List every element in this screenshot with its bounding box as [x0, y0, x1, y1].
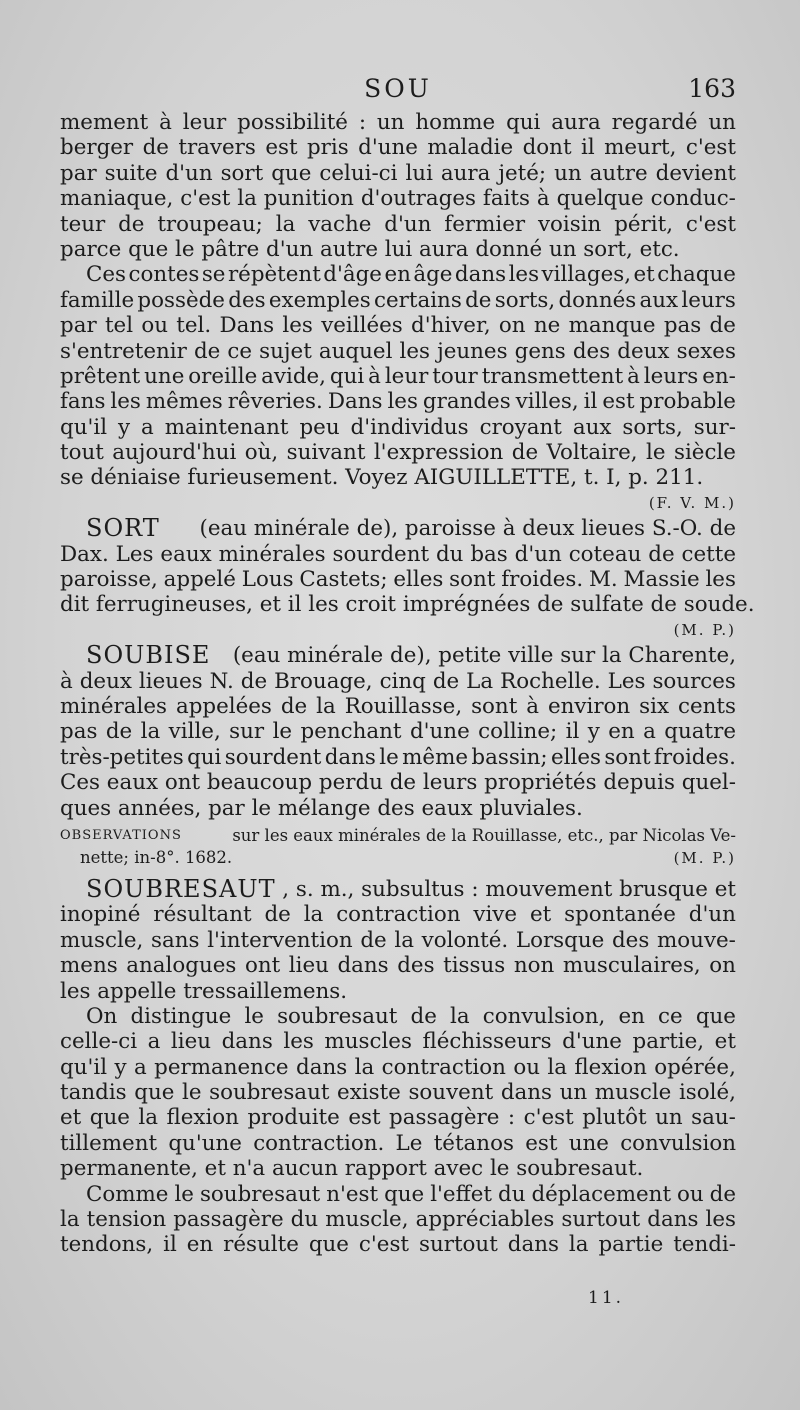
text-line: qu'il y a permanence dans la contraction ou la flexion opérée, — [60, 1054, 736, 1080]
text-line: berger de travers est pris d'une maladie dont il meurt, c'est — [60, 135, 736, 161]
entry-line — [60, 874, 736, 903]
author-signature: (M. P.) — [673, 620, 736, 639]
note-line — [60, 825, 736, 847]
text-line: par suite d'un sort que celui-ci lui aura jeté; un autre devient — [60, 160, 736, 186]
entry-headword-soubise: SOUBISE — [86, 641, 211, 670]
text-line: très-petites qui sourdent dans le même bassin; elles sont froides. — [60, 744, 736, 770]
text-line: muscle, sans l'intervention de la volonté. Lorsque des mouve- — [60, 927, 736, 953]
text-line: Ces eaux ont beaucoup perdu de leurs propriétés depuis quel- — [60, 770, 736, 796]
text-line: mens analogues ont lieu dans des tissus non musculaires, on — [60, 953, 736, 979]
note-line — [60, 847, 736, 869]
text-line: famille possède des exemples certains de sorts, donnés aux leurs — [60, 287, 736, 313]
text-line: pas de la ville, sur le penchant d'une colline; il y en a quatre — [60, 719, 736, 745]
text-line: dit ferrugineuses, et il les croit imprégnées de sulfate de soude. — [60, 592, 755, 618]
page-number: 163 — [688, 74, 736, 103]
entry-text: (eau minérale de), petite ville sur la Charente, — [232, 643, 736, 669]
text-line: Dax. Les eaux minérales sourdent du bas d'un coteau de cette — [60, 541, 736, 567]
text-line: ques années, par le mélange des eaux pluviales. — [60, 795, 583, 821]
entry-line — [60, 516, 736, 541]
entry-line — [60, 643, 736, 668]
text-line: Comme le soubresaut n'est que l'effet du déplacement ou de — [86, 1181, 736, 1207]
text-line: tillement qu'une contraction. Le tétanos est une convulsion — [60, 1130, 736, 1156]
text-line: les appelle tressaillemens. — [60, 978, 348, 1004]
text-line: par tel ou tel. Dans les veillées d'hiver, on ne manque pas de — [60, 313, 736, 339]
text-line: s'entretenir de ce sujet auquel les jeunes gens des deux sexes — [60, 338, 736, 364]
note-tag: OBSERVATIONS — [60, 827, 182, 843]
text-line: celle-ci a lieu dans les muscles fléchisseurs d'une partie, et — [60, 1029, 736, 1055]
text-line: tendons, il en résulte que c'est surtout dans la partie tendi- — [60, 1232, 736, 1258]
text-line: On distingue le soubresaut de la convulsion, en ce que — [86, 1003, 736, 1029]
text-line: qu'il y a maintenant peu d'individus croyant aux sorts, sur- — [60, 414, 736, 440]
text-line: tout aujourd'hui où, suivant l'expression de Voltaire, le siècle — [60, 440, 736, 466]
text-line: à deux lieues N. de Brouage, cinq de La Rochelle. Les sources — [60, 668, 736, 694]
text-line: et que la flexion produite est passagère : c'est plutôt un sau- — [60, 1105, 736, 1131]
text-line: paroisse, appelé Lous Castets; elles sont froides. M. Massie les — [60, 567, 736, 593]
author-signature: (M. P.) — [673, 848, 736, 867]
running-head: SOU — [364, 74, 432, 103]
page-header — [60, 74, 736, 108]
text-line: tandis que le soubresaut existe souvent dans un muscle isolé, — [60, 1080, 736, 1106]
entry-text: (eau minérale de), paroisse à deux lieues S.-O. de — [199, 516, 736, 542]
entry-text: , s. m., subsultus : mouvement brusque et — [282, 876, 736, 902]
text-line: maniaque, c'est la punition d'outrages faits à quelque conduc- — [60, 186, 736, 212]
entry-headword-soubresaut: SOUBRESAUT — [86, 874, 276, 903]
text-line: teur de troupeau; la vache d'un fermier voisin périt, c'est — [60, 211, 736, 237]
text-line: se déniaise furieusement. Voyez AIGUILLETTE, t. I, p. 211. — [60, 465, 704, 491]
text-line: inopiné résultant de la contraction vive et spontanée d'un — [60, 902, 736, 928]
entry-headword-sort: SORT — [86, 514, 160, 543]
text-line: fans les mêmes rêveries. Dans les grandes villes, il est probable — [60, 389, 736, 415]
text-line: Ces contes se répètent d'âge en âge dans les villages, et chaque — [86, 262, 736, 288]
printer-signature-mark: 11. — [588, 1288, 625, 1308]
body-text — [60, 110, 755, 1258]
note-text: sur les eaux minérales de la Rouillasse, etc., par Nicolas Ve- — [232, 825, 736, 845]
text-line: la tension passagère du muscle, appréciables surtout dans les — [60, 1207, 736, 1233]
text-line: mement à leur possibilité : un homme qui aura regardé un — [60, 110, 736, 135]
text-line: prêtent une oreille avide, qui à leur tour transmettent à leurs en- — [60, 363, 736, 389]
author-signature: (F. V. M.) — [648, 493, 736, 512]
text-line: permanente, et n'a aucun rapport avec le soubresaut. — [60, 1156, 644, 1182]
text-line: minérales appelées de la Rouillasse, sont à environ six cents — [60, 693, 736, 719]
text-line: parce que le pâtre d'un autre lui aura donné un sort, etc. — [60, 236, 680, 262]
bibliography-note — [60, 825, 736, 869]
note-text: nette; in-8°. 1682. — [80, 847, 233, 867]
